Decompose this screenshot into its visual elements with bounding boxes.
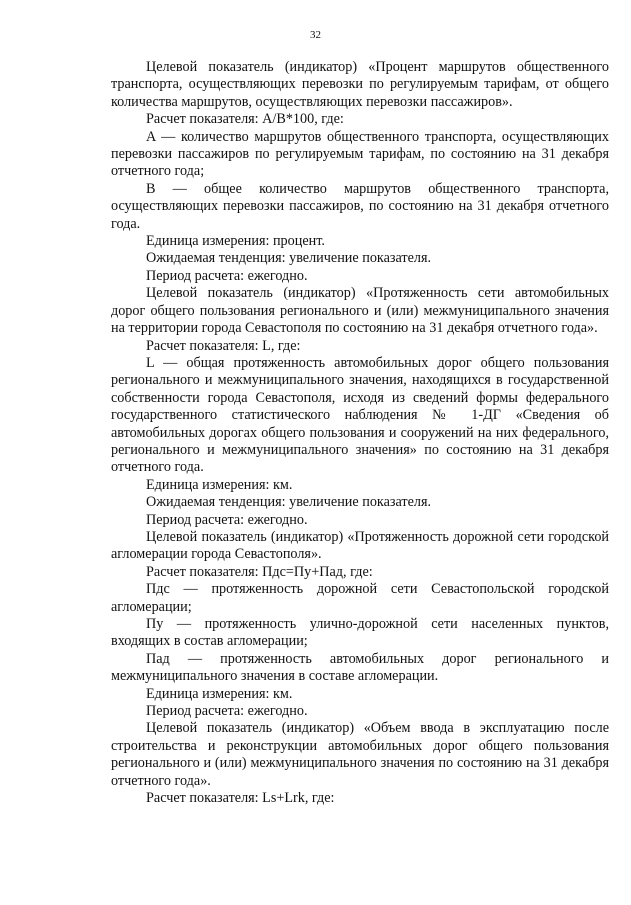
document-body (111, 59, 609, 807)
unit-of-measure: Единица измерения: км. (146, 476, 293, 493)
page-number: 32 (310, 29, 321, 41)
expected-trend: Ожидаемая тенденция: увеличение показателя. (146, 494, 432, 511)
variable-definition: A — количество маршрутов общественного транспорта, осуществляющих перевозки пассажиров по регулируемым тарифам, по состоянию на 31 декабря отчетного года; (111, 128, 609, 180)
calculation-formula: Расчет показателя: A/B*100, где: (146, 111, 344, 128)
indicator-title-road-network-length: Целевой показатель (индикатор) «Протяженность сети автомобильных дорог общего пользования регионального и (или) межмуниципального значения на территории города Севастополя по состоянию на 31 декабря отчетного года». (111, 285, 609, 337)
variable-definition: Пад — протяженность автомобильных дорог регионального и межмуниципального значения в составе агломерации. (111, 650, 609, 685)
unit-of-measure: Единица измерения: процент. (146, 233, 325, 250)
indicator-title-commissioning-volume: Целевой показатель (индикатор) «Объем ввода в эксплуатацию после строительства и реконструкции автомобильных дорог общего пользования регионального и (или) межмуниципального значения по состоянию на 31 декабря отчетного года». (111, 720, 609, 789)
variable-definition: Пдс — протяженность дорожной сети Севастопольской городской агломерации; (111, 581, 609, 615)
indicator-title-routes-share: Целевой показатель (индикатор) «Процент маршрутов общественного транспорта, осуществляющих перевозки по регулируемым тарифам, от общего количества маршрутов, осуществляющих перевозки пассажиров». (111, 59, 609, 110)
calculation-period: Период расчета: ежегодно. (146, 703, 308, 720)
variable-definition: B — общее количество маршрутов общественного транспорта, осуществляющих перевозки пассажиров, по состоянию на 31 декабря отчетного года. (111, 180, 609, 232)
unit-of-measure: Единица измерения: км. (146, 685, 293, 702)
indicator-title-agglomeration-network: Целевой показатель (индикатор) «Протяженность дорожной сети городской агломерации города Севастополя». (111, 528, 609, 563)
variable-definition: L — общая протяженность автомобильных дорог общего пользования регионального и межмуниципального значения, находящихся в государственной собственности города Севастополя, исходя из сведений формы федерального государственного статистического наблюдения № 1-ДГ «Сведения об автомобильных дорогах общего пользования и сооружений на них федерального, регионального и межмуниципального значения» по состоянию на 31 декабря отчетного года. (111, 354, 609, 476)
calculation-formula: Расчет показателя: Ls+Lrk, где: (146, 790, 335, 807)
expected-trend: Ожидаемая тенденция: увеличение показателя. (146, 250, 432, 267)
calculation-formula: Расчет показателя: Пдс=Пу+Пад, где: (146, 563, 373, 580)
calculation-period: Период расчета: ежегодно. (146, 267, 308, 284)
calculation-period: Период расчета: ежегодно. (146, 511, 308, 528)
variable-definition: Пу — протяженность улично-дорожной сети населенных пунктов, входящих в состав агломерации; (111, 616, 609, 650)
calculation-formula: Расчет показателя: L, где: (146, 337, 301, 354)
